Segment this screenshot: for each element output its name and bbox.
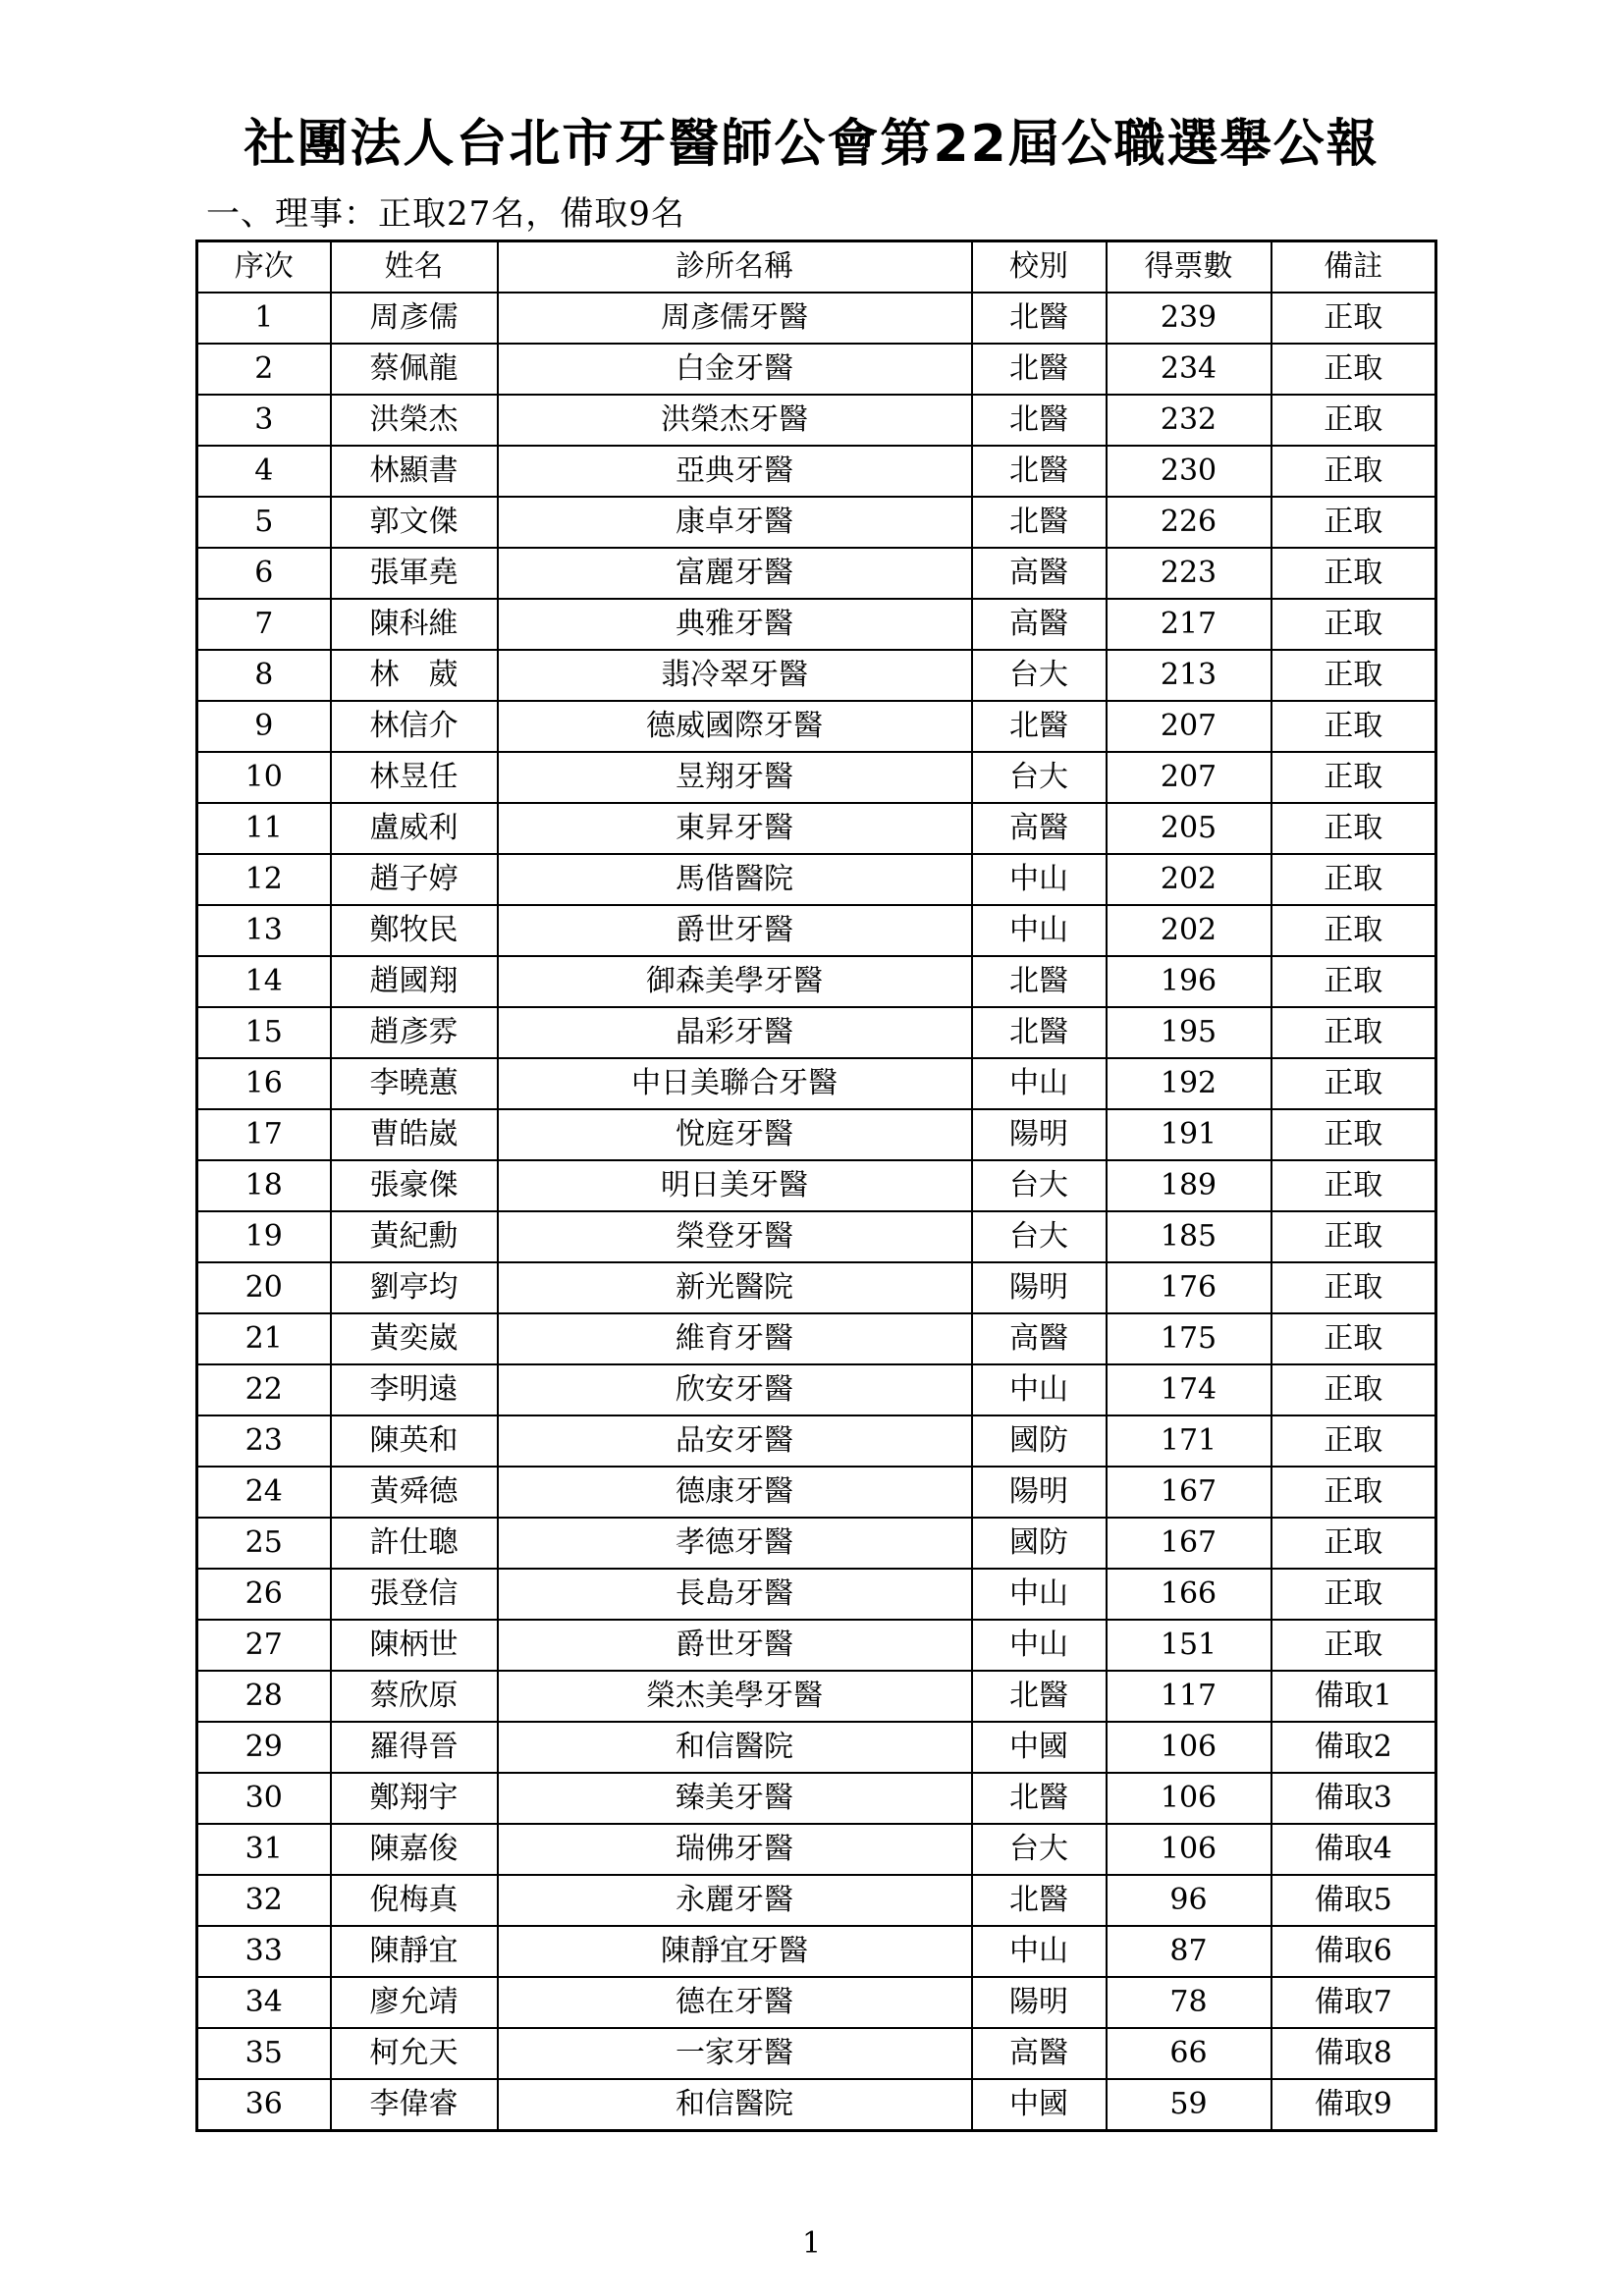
cell-votes: 117 — [1107, 1671, 1271, 1722]
election-results-table — [195, 240, 1437, 2132]
cell-rank: 25 — [197, 1518, 331, 1569]
table-row — [197, 446, 1436, 497]
cell-rank: 32 — [197, 1875, 331, 1926]
cell-rank: 15 — [197, 1007, 331, 1058]
cell-name: 張豪傑 — [331, 1160, 498, 1211]
cell-name: 陳柄世 — [331, 1620, 498, 1671]
cell-remark: 正取 — [1271, 1364, 1436, 1415]
table-header-row — [197, 241, 1436, 294]
cell-name: 倪梅真 — [331, 1875, 498, 1926]
cell-votes: 239 — [1107, 293, 1271, 344]
table-row — [197, 1620, 1436, 1671]
cell-remark: 正取 — [1271, 1262, 1436, 1313]
header-remark: 備註 — [1271, 241, 1436, 294]
cell-votes: 230 — [1107, 446, 1271, 497]
cell-remark: 備取6 — [1271, 1926, 1436, 1977]
cell-rank: 28 — [197, 1671, 331, 1722]
cell-school: 中山 — [972, 854, 1107, 905]
cell-rank: 3 — [197, 395, 331, 446]
cell-name: 許仕聰 — [331, 1518, 498, 1569]
cell-votes: 207 — [1107, 752, 1271, 803]
cell-clinic: 長島牙醫 — [498, 1569, 972, 1620]
cell-clinic: 孝德牙醫 — [498, 1518, 972, 1569]
cell-rank: 30 — [197, 1773, 331, 1824]
table-row — [197, 1415, 1436, 1467]
cell-votes: 202 — [1107, 905, 1271, 956]
cell-votes: 87 — [1107, 1926, 1271, 1977]
cell-clinic: 一家牙醫 — [498, 2028, 972, 2079]
cell-name: 張登信 — [331, 1569, 498, 1620]
table-row — [197, 905, 1436, 956]
cell-name: 郭文傑 — [331, 497, 498, 548]
table-row — [197, 803, 1436, 854]
cell-clinic: 德康牙醫 — [498, 1467, 972, 1518]
cell-clinic: 和信醫院 — [498, 1722, 972, 1773]
cell-votes: 66 — [1107, 2028, 1271, 2079]
cell-school: 北醫 — [972, 956, 1107, 1007]
cell-votes: 213 — [1107, 650, 1271, 701]
cell-school: 陽明 — [972, 1977, 1107, 2028]
cell-remark: 備取1 — [1271, 1671, 1436, 1722]
cell-clinic: 御森美學牙醫 — [498, 956, 972, 1007]
cell-votes: 166 — [1107, 1569, 1271, 1620]
cell-remark: 備取5 — [1271, 1875, 1436, 1926]
cell-school: 中山 — [972, 1620, 1107, 1671]
table-row — [197, 497, 1436, 548]
table-row — [197, 2028, 1436, 2079]
cell-rank: 24 — [197, 1467, 331, 1518]
cell-clinic: 典雅牙醫 — [498, 599, 972, 650]
cell-rank: 8 — [197, 650, 331, 701]
table-row — [197, 1109, 1436, 1160]
cell-votes: 223 — [1107, 548, 1271, 599]
cell-name: 李明遠 — [331, 1364, 498, 1415]
table-row — [197, 1313, 1436, 1364]
cell-name: 陳英和 — [331, 1415, 498, 1467]
cell-rank: 31 — [197, 1824, 331, 1875]
cell-name: 周彥儒 — [331, 293, 498, 344]
cell-rank: 18 — [197, 1160, 331, 1211]
cell-school: 北醫 — [972, 1007, 1107, 1058]
cell-name: 趙子婷 — [331, 854, 498, 905]
cell-school: 中山 — [972, 1569, 1107, 1620]
header-clinic: 診所名稱 — [498, 241, 972, 294]
cell-rank: 12 — [197, 854, 331, 905]
cell-school: 北醫 — [972, 395, 1107, 446]
cell-remark: 正取 — [1271, 1109, 1436, 1160]
cell-name: 黃奕崴 — [331, 1313, 498, 1364]
cell-school: 台大 — [972, 752, 1107, 803]
cell-rank: 29 — [197, 1722, 331, 1773]
cell-remark: 正取 — [1271, 497, 1436, 548]
cell-school: 北醫 — [972, 1671, 1107, 1722]
cell-remark: 正取 — [1271, 1058, 1436, 1109]
cell-votes: 207 — [1107, 701, 1271, 752]
cell-name: 林顯書 — [331, 446, 498, 497]
cell-clinic: 康卓牙醫 — [498, 497, 972, 548]
cell-name: 陳靜宜 — [331, 1926, 498, 1977]
cell-rank: 1 — [197, 293, 331, 344]
cell-name: 盧威利 — [331, 803, 498, 854]
cell-name: 趙國翔 — [331, 956, 498, 1007]
cell-school: 北醫 — [972, 344, 1107, 395]
table-row — [197, 1160, 1436, 1211]
cell-clinic: 富麗牙醫 — [498, 548, 972, 599]
cell-clinic: 馬偕醫院 — [498, 854, 972, 905]
cell-clinic: 榮杰美學牙醫 — [498, 1671, 972, 1722]
cell-clinic: 晶彩牙醫 — [498, 1007, 972, 1058]
cell-school: 北醫 — [972, 446, 1107, 497]
table-row — [197, 1058, 1436, 1109]
cell-rank: 10 — [197, 752, 331, 803]
cell-rank: 16 — [197, 1058, 331, 1109]
cell-clinic: 臻美牙醫 — [498, 1773, 972, 1824]
cell-remark: 正取 — [1271, 1518, 1436, 1569]
cell-votes: 205 — [1107, 803, 1271, 854]
cell-clinic: 瑞佛牙醫 — [498, 1824, 972, 1875]
cell-rank: 34 — [197, 1977, 331, 2028]
cell-name: 鄭翔宇 — [331, 1773, 498, 1824]
cell-school: 高醫 — [972, 548, 1107, 599]
cell-school: 中國 — [972, 2079, 1107, 2131]
cell-name: 柯允天 — [331, 2028, 498, 2079]
cell-rank: 9 — [197, 701, 331, 752]
cell-clinic: 欣安牙醫 — [498, 1364, 972, 1415]
cell-clinic: 昱翔牙醫 — [498, 752, 972, 803]
cell-remark: 備取4 — [1271, 1824, 1436, 1875]
cell-school: 台大 — [972, 650, 1107, 701]
cell-votes: 191 — [1107, 1109, 1271, 1160]
cell-remark: 正取 — [1271, 1620, 1436, 1671]
table-row — [197, 854, 1436, 905]
cell-name: 鄭牧民 — [331, 905, 498, 956]
cell-clinic: 爵世牙醫 — [498, 1620, 972, 1671]
table-row — [197, 1211, 1436, 1262]
cell-remark: 備取2 — [1271, 1722, 1436, 1773]
cell-clinic: 白金牙醫 — [498, 344, 972, 395]
cell-name: 廖允靖 — [331, 1977, 498, 2028]
cell-name: 張軍堯 — [331, 548, 498, 599]
cell-votes: 167 — [1107, 1467, 1271, 1518]
table-row — [197, 1671, 1436, 1722]
cell-rank: 36 — [197, 2079, 331, 2131]
cell-clinic: 德威國際牙醫 — [498, 701, 972, 752]
cell-remark: 正取 — [1271, 548, 1436, 599]
cell-name: 趙彥雰 — [331, 1007, 498, 1058]
table-row — [197, 1569, 1436, 1620]
cell-school: 陽明 — [972, 1262, 1107, 1313]
table-row — [197, 344, 1436, 395]
cell-remark: 正取 — [1271, 1569, 1436, 1620]
cell-remark: 備取9 — [1271, 2079, 1436, 2131]
cell-school: 國防 — [972, 1518, 1107, 1569]
cell-name: 林昱任 — [331, 752, 498, 803]
cell-clinic: 中日美聯合牙醫 — [498, 1058, 972, 1109]
cell-name: 林信介 — [331, 701, 498, 752]
cell-votes: 151 — [1107, 1620, 1271, 1671]
cell-school: 中山 — [972, 905, 1107, 956]
cell-clinic: 德在牙醫 — [498, 1977, 972, 2028]
cell-rank: 7 — [197, 599, 331, 650]
table-row — [197, 293, 1436, 344]
cell-school: 中山 — [972, 1926, 1107, 1977]
cell-votes: 192 — [1107, 1058, 1271, 1109]
table-row — [197, 1773, 1436, 1824]
cell-rank: 6 — [197, 548, 331, 599]
cell-remark: 正取 — [1271, 293, 1436, 344]
table-row — [197, 701, 1436, 752]
cell-votes: 226 — [1107, 497, 1271, 548]
cell-votes: 196 — [1107, 956, 1271, 1007]
cell-school: 高醫 — [972, 1313, 1107, 1364]
cell-votes: 189 — [1107, 1160, 1271, 1211]
cell-name: 李偉睿 — [331, 2079, 498, 2131]
cell-clinic: 東昇牙醫 — [498, 803, 972, 854]
cell-rank: 26 — [197, 1569, 331, 1620]
cell-clinic: 新光醫院 — [498, 1262, 972, 1313]
header-school: 校別 — [972, 241, 1107, 294]
header-rank: 序次 — [197, 241, 331, 294]
cell-rank: 23 — [197, 1415, 331, 1467]
cell-clinic: 洪榮杰牙醫 — [498, 395, 972, 446]
cell-rank: 22 — [197, 1364, 331, 1415]
header-name: 姓名 — [331, 241, 498, 294]
cell-votes: 185 — [1107, 1211, 1271, 1262]
cell-rank: 17 — [197, 1109, 331, 1160]
cell-remark: 正取 — [1271, 854, 1436, 905]
page-number: 1 — [801, 2226, 822, 2261]
cell-name: 陳科維 — [331, 599, 498, 650]
table-row — [197, 1722, 1436, 1773]
table-row — [197, 1262, 1436, 1313]
cell-rank: 2 — [197, 344, 331, 395]
cell-remark: 正取 — [1271, 1415, 1436, 1467]
cell-votes: 202 — [1107, 854, 1271, 905]
cell-votes: 234 — [1107, 344, 1271, 395]
cell-clinic: 和信醫院 — [498, 2079, 972, 2131]
table-row — [197, 956, 1436, 1007]
cell-school: 高醫 — [972, 2028, 1107, 2079]
cell-votes: 167 — [1107, 1518, 1271, 1569]
cell-remark: 正取 — [1271, 446, 1436, 497]
cell-votes: 171 — [1107, 1415, 1271, 1467]
cell-remark: 正取 — [1271, 701, 1436, 752]
cell-name: 洪榮杰 — [331, 395, 498, 446]
cell-school: 台大 — [972, 1211, 1107, 1262]
cell-school: 陽明 — [972, 1109, 1107, 1160]
table-row — [197, 1977, 1436, 2028]
cell-clinic: 陳靜宜牙醫 — [498, 1926, 972, 1977]
cell-clinic: 品安牙醫 — [498, 1415, 972, 1467]
cell-school: 中山 — [972, 1364, 1107, 1415]
cell-school: 北醫 — [972, 701, 1107, 752]
table-row — [197, 1875, 1436, 1926]
cell-school: 中山 — [972, 1058, 1107, 1109]
cell-votes: 96 — [1107, 1875, 1271, 1926]
table-row — [197, 752, 1436, 803]
cell-votes: 195 — [1107, 1007, 1271, 1058]
cell-name: 黃紀勳 — [331, 1211, 498, 1262]
cell-remark: 備取3 — [1271, 1773, 1436, 1824]
cell-name: 黃舜德 — [331, 1467, 498, 1518]
cell-school: 高醫 — [972, 803, 1107, 854]
cell-remark: 正取 — [1271, 905, 1436, 956]
cell-school: 北醫 — [972, 1773, 1107, 1824]
cell-school: 高醫 — [972, 599, 1107, 650]
cell-school: 台大 — [972, 1824, 1107, 1875]
table-row — [197, 1926, 1436, 1977]
cell-school: 北醫 — [972, 293, 1107, 344]
table-row — [197, 1518, 1436, 1569]
cell-school: 北醫 — [972, 1875, 1107, 1926]
table-row — [197, 650, 1436, 701]
cell-rank: 27 — [197, 1620, 331, 1671]
cell-votes: 175 — [1107, 1313, 1271, 1364]
cell-school: 陽明 — [972, 1467, 1107, 1518]
cell-school: 北醫 — [972, 497, 1107, 548]
cell-name: 蔡欣原 — [331, 1671, 498, 1722]
cell-clinic: 維育牙醫 — [498, 1313, 972, 1364]
cell-clinic: 周彥儒牙醫 — [498, 293, 972, 344]
cell-clinic: 永麗牙醫 — [498, 1875, 972, 1926]
cell-rank: 21 — [197, 1313, 331, 1364]
cell-rank: 4 — [197, 446, 331, 497]
cell-name: 羅得晉 — [331, 1722, 498, 1773]
cell-remark: 正取 — [1271, 650, 1436, 701]
cell-school: 中國 — [972, 1722, 1107, 1773]
cell-name: 曹皓崴 — [331, 1109, 498, 1160]
document-title: 社團法人台北市牙醫師公會第22屆公職選舉公報 — [243, 115, 1380, 174]
cell-votes: 174 — [1107, 1364, 1271, 1415]
cell-name: 蔡佩龍 — [331, 344, 498, 395]
cell-remark: 正取 — [1271, 1007, 1436, 1058]
cell-remark: 正取 — [1271, 599, 1436, 650]
cell-rank: 33 — [197, 1926, 331, 1977]
cell-remark: 正取 — [1271, 1467, 1436, 1518]
cell-school: 國防 — [972, 1415, 1107, 1467]
cell-remark: 正取 — [1271, 1313, 1436, 1364]
cell-remark: 正取 — [1271, 956, 1436, 1007]
cell-votes: 106 — [1107, 1773, 1271, 1824]
cell-clinic: 榮登牙醫 — [498, 1211, 972, 1262]
cell-remark: 正取 — [1271, 395, 1436, 446]
cell-votes: 176 — [1107, 1262, 1271, 1313]
cell-remark: 正取 — [1271, 1211, 1436, 1262]
cell-remark: 正取 — [1271, 1160, 1436, 1211]
table-row — [197, 395, 1436, 446]
cell-clinic: 爵世牙醫 — [498, 905, 972, 956]
cell-clinic: 悅庭牙醫 — [498, 1109, 972, 1160]
cell-votes: 106 — [1107, 1824, 1271, 1875]
cell-remark: 正取 — [1271, 803, 1436, 854]
cell-remark: 備取8 — [1271, 2028, 1436, 2079]
cell-name: 林 葳 — [331, 650, 498, 701]
header-votes: 得票數 — [1107, 241, 1271, 294]
cell-clinic: 翡冷翠牙醫 — [498, 650, 972, 701]
cell-clinic: 明日美牙醫 — [498, 1160, 972, 1211]
table-row — [197, 548, 1436, 599]
cell-remark: 正取 — [1271, 344, 1436, 395]
cell-votes: 78 — [1107, 1977, 1271, 2028]
table-row — [197, 2079, 1436, 2131]
table-row — [197, 1467, 1436, 1518]
cell-votes: 59 — [1107, 2079, 1271, 2131]
table-row — [197, 1824, 1436, 1875]
cell-rank: 14 — [197, 956, 331, 1007]
cell-votes: 232 — [1107, 395, 1271, 446]
cell-name: 劉亭均 — [331, 1262, 498, 1313]
table-row — [197, 1007, 1436, 1058]
cell-remark: 備取7 — [1271, 1977, 1436, 2028]
table-row — [197, 1364, 1436, 1415]
cell-rank: 11 — [197, 803, 331, 854]
cell-votes: 106 — [1107, 1722, 1271, 1773]
cell-votes: 217 — [1107, 599, 1271, 650]
cell-rank: 35 — [197, 2028, 331, 2079]
table-row — [197, 599, 1436, 650]
cell-rank: 5 — [197, 497, 331, 548]
cell-school: 台大 — [972, 1160, 1107, 1211]
cell-name: 陳嘉俊 — [331, 1824, 498, 1875]
cell-remark: 正取 — [1271, 752, 1436, 803]
cell-rank: 13 — [197, 905, 331, 956]
cell-name: 李曉蕙 — [331, 1058, 498, 1109]
cell-rank: 19 — [197, 1211, 331, 1262]
section-heading: 一、理事：正取27名，備取9名 — [206, 194, 685, 234]
cell-rank: 20 — [197, 1262, 331, 1313]
cell-clinic: 亞典牙醫 — [498, 446, 972, 497]
